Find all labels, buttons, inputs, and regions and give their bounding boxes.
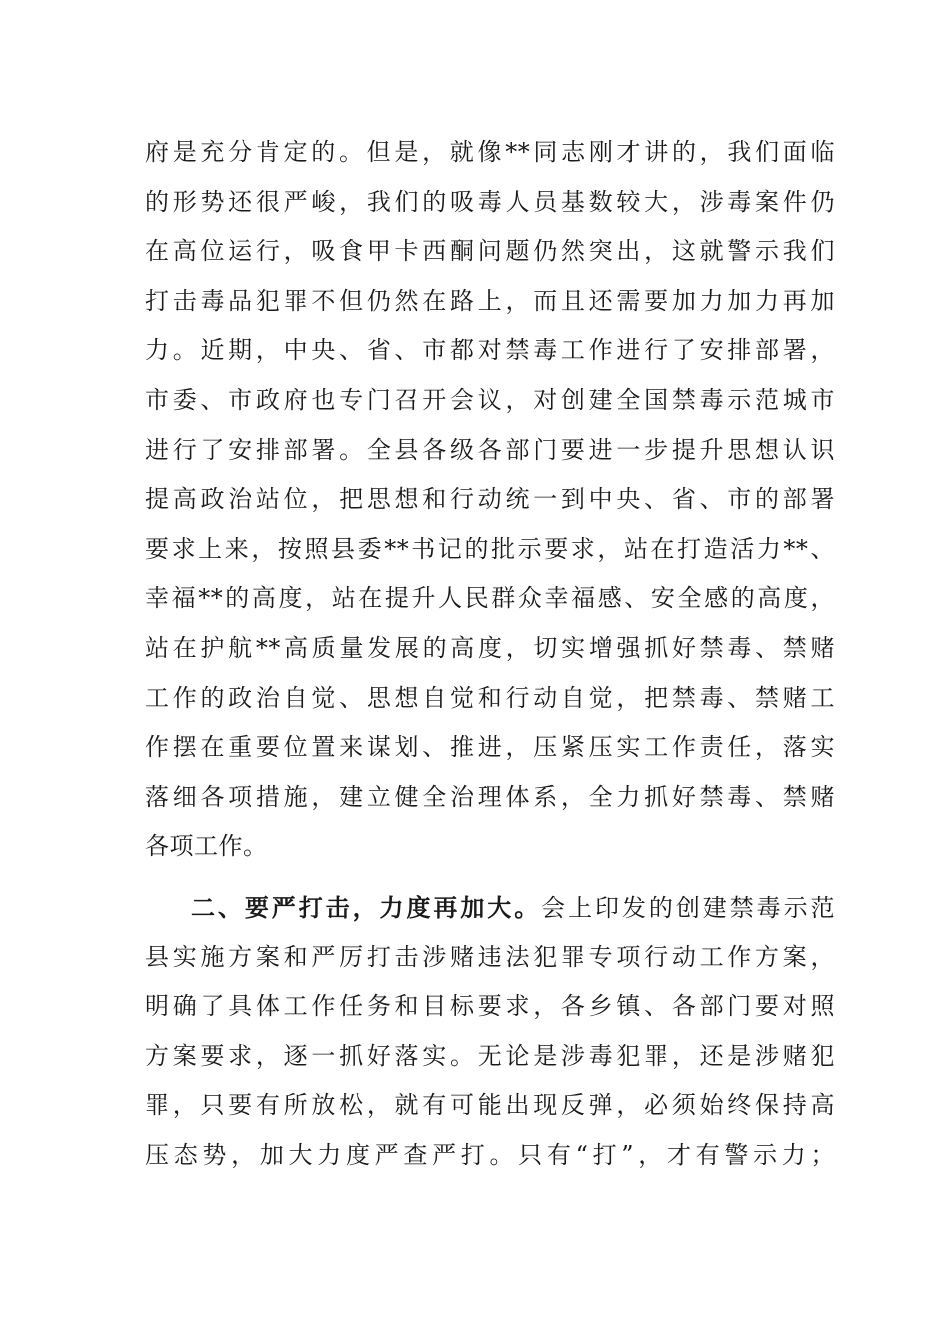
text-line: 进行了安排部署。全县各级各部门要进一步提升思想认识 [145,435,835,464]
text-line: 幸福**的高度，站在提升人民群众幸福感、安全感的高度， [145,584,835,613]
text-line: 工作的政治自觉、思想自觉和行动自觉，把禁毒、禁赌工 [145,683,835,712]
paragraph-2 [145,883,835,1181]
text-line: 县实施方案和严厉打击涉赌违法犯罪专项行动工作方案， [145,942,835,971]
paragraph-1 [145,128,835,872]
text-line: 作摆在重要位置来谋划、推进，压紧压实工作责任，落实 [145,733,835,762]
text-line: 各项工作。 [145,832,268,861]
text-line: 提高政治站位，把思想和行动统一到中央、省、市的部署 [145,485,835,514]
text-line: 市委、市政府也专门召开会议，对创建全国禁毒示范城市 [145,385,835,414]
text-line: 方案要求，逐一抓好落实。无论是涉毒犯罪，还是涉赌犯 [145,1041,835,1070]
text-line: 明确了具体工作任务和目标要求，各乡镇、各部门要对照 [145,992,835,1021]
text-line: 压态势，加大力度严查严打。只有“打”，才有警示力； [145,1140,835,1169]
document-body [145,128,835,1180]
paragraph-gap [145,872,835,883]
text-line: 力。近期，中央、省、市都对禁毒工作进行了安排部署， [145,336,835,365]
text-line: 打击毒品犯罪不但仍然在路上，而且还需要加力加力再加 [145,286,835,315]
section-heading: 二、要严打击，力度再加大。 [191,892,542,922]
text-line: 的形势还很严峻，我们的吸毒人员基数较大，涉毒案件仍 [145,187,835,216]
text-line: 要求上来，按照县委**书记的批示要求，站在打造活力**、 [145,534,835,563]
text-line-first [145,883,835,933]
text-line: 罪，只要有所放松，就有可能出现反弹，必须始终保持高 [145,1091,835,1120]
text-line: 府是充分肯定的。但是，就像**同志刚才讲的，我们面临 [145,138,835,166]
heading-line-rest: 会上印发的创建禁毒示范 [541,893,836,922]
text-line: 站在护航**高质量发展的高度，切实增强抓好禁毒、禁赌 [145,633,835,662]
text-line: 落细各项措施，建立健全治理体系，全力抓好禁毒、禁赌 [145,782,835,811]
text-line: 在高位运行，吸食甲卡西酮问题仍然突出，这就警示我们 [145,237,835,266]
